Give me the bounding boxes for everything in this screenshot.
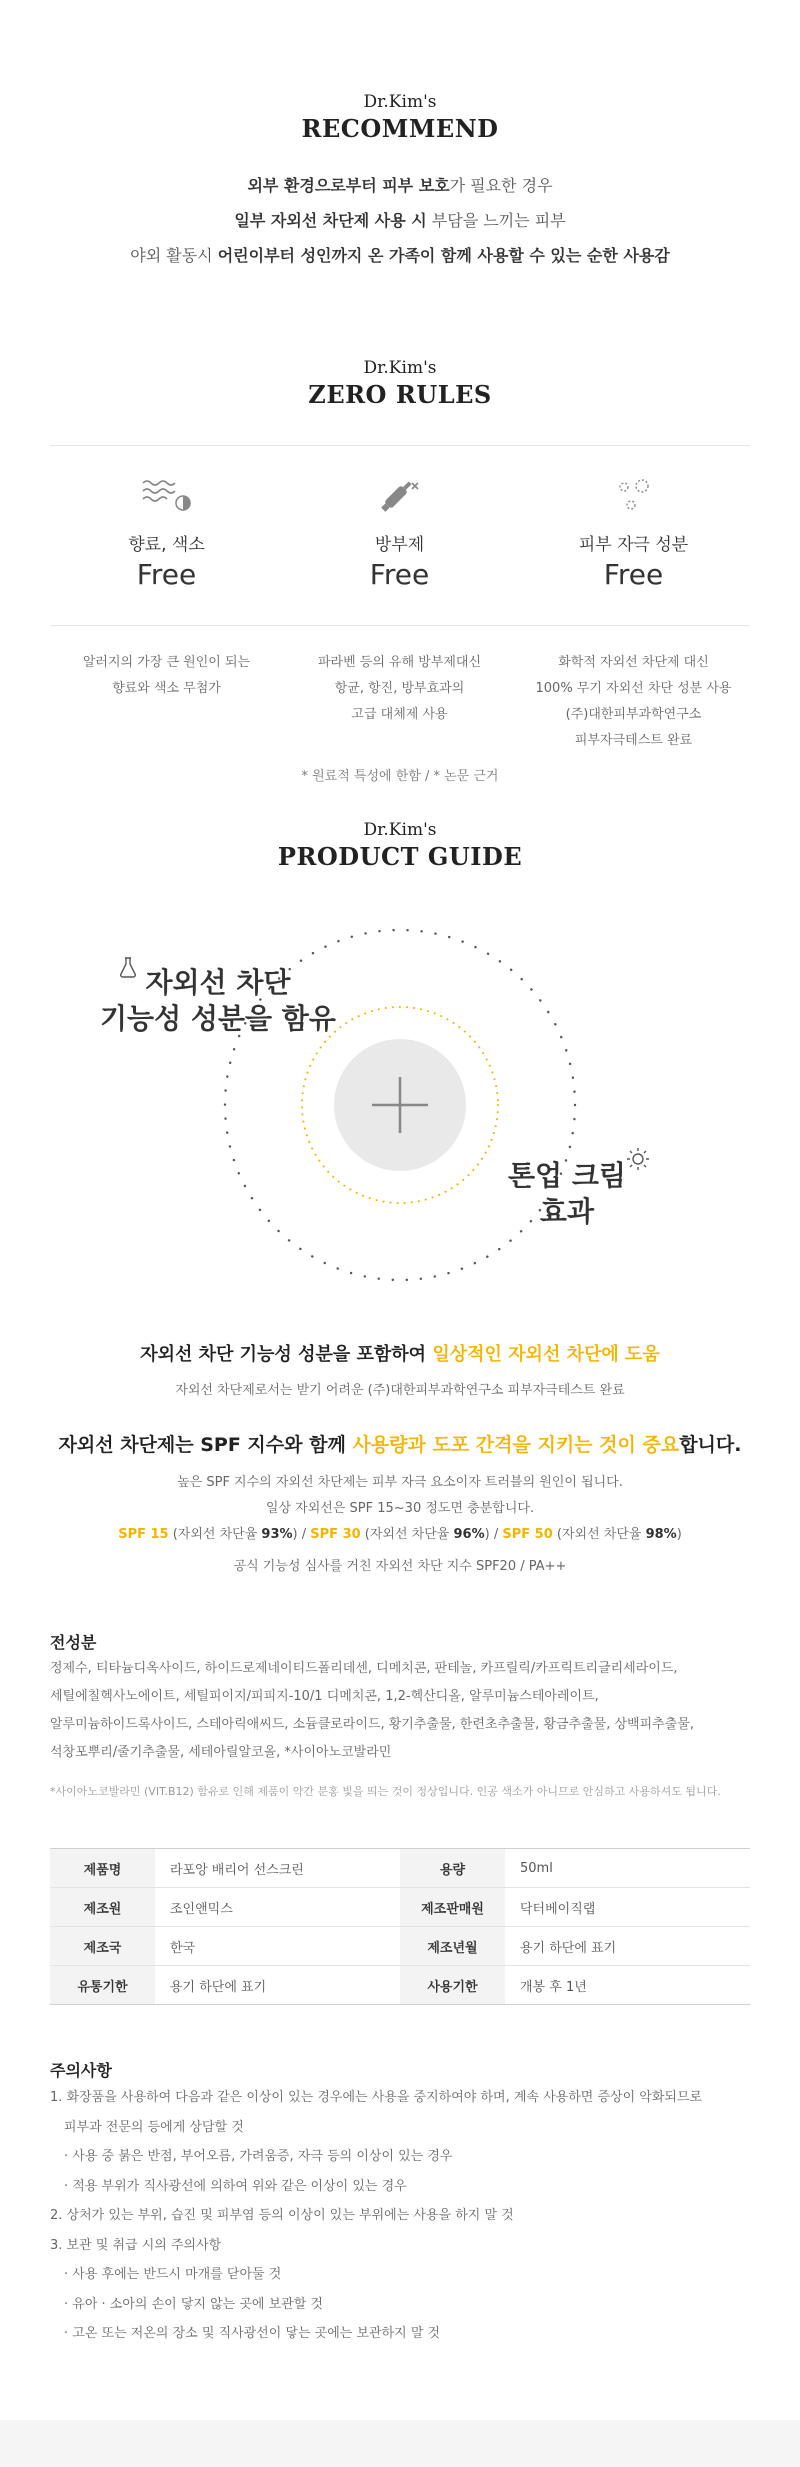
desc-line: 화학적 자외선 차단제 대신 [558,655,709,670]
desc-line: 파라벤 등의 유해 방부제대신 [317,655,482,670]
product-info-table [50,1848,750,2005]
recommend-brand: Dr.Kim's [363,92,437,112]
ingredients-note: *사이아노코발라민 (VIT.B12) 함유로 인해 제품이 약간 분홍 빛을 띄는 것이 정상입니다. 인공 색소가 아니므로 안심하고 사용하셔도 됩니다. [50,1785,721,1798]
zero-rule-fragrance [50,470,283,591]
desc-line: 향료와 색소 무첨가 [112,681,221,696]
irritant-dots-icon [517,470,750,520]
table-cell: 50ml [505,1849,750,1888]
table-head-cell: 제품명 [50,1849,155,1888]
zero-rules-header [0,358,800,409]
table-row [50,1927,750,1966]
desc-line: 고급 대체제 사용 [351,707,448,722]
zero-rules-note: * 원료적 특성에 한함 / * 논문 근거 [301,769,499,784]
caution-item: 피부과 전문의 등에게 상담할 것 [64,2119,244,2135]
caution-item: 2. 상처가 있는 부위, 습진 및 피부염 등의 이상이 있는 부위에는 사용을 하지 말 것 [50,2208,514,2223]
table-head-cell: 제조국 [50,1927,155,1966]
recommend-header [0,92,800,143]
caution-item: · 사용 후에는 반드시 마개를 닫아둘 것 [64,2267,282,2282]
table-cell: 용기 하단에 표기 [505,1927,750,1966]
zero-rules-brand: Dr.Kim's [363,358,437,378]
zero-rule-free: Free [603,558,664,591]
divider [50,625,750,626]
table-cell: 개봉 후 1년 [505,1966,750,2005]
desc-line: 항균, 항진, 방부효과의 [334,681,465,696]
zero-rule-free: Free [369,558,430,591]
zero-rule-preservative [283,470,516,591]
table-cell: 조인앤믹스 [155,1888,400,1927]
recommend-title: RECOMMEND [301,114,499,143]
table-cell: 라포앙 배리어 선스크린 [155,1849,400,1888]
caution-item: · 사용 중 붉은 반점, 부어오름, 가려움증, 자극 등의 이상이 있는 경우 [64,2149,453,2164]
footer-band [0,2420,800,2467]
table-head-cell: 제조년월 [400,1927,505,1966]
guide-left-line: 기능성 성분을 함유 [100,1002,336,1035]
spf-rates: SPF 15 (자외선 차단율 93%) / SPF 30 (자외선 차단율 96%) / SPF 50 (자외선 차단율 98%) [118,1527,682,1542]
zero-rule-irritant [517,470,750,591]
table-head-cell: 제조판매원 [400,1888,505,1927]
table-row [50,1849,750,1888]
guide-left-line: 자외선 차단 [145,966,291,999]
wave-color-icon [50,470,283,520]
desc-line: 알러지의 가장 큰 원인이 되는 [82,655,251,670]
ingredients-list [50,1655,750,1767]
zero-rule-label: 방부제 [374,535,425,555]
recommend-lines [0,168,800,273]
zero-rule-desc-fragrance [50,650,283,702]
guide-left-text [100,965,336,1037]
zero-rules-title: ZERO RULES [308,380,492,409]
guide-subline-4: 공식 기능성 심사를 거친 자외선 차단 지수 SPF20 / PA++ [233,1559,567,1574]
table-head-cell: 용량 [400,1849,505,1888]
cautions-list [50,2083,760,2349]
ingredients-line: 알루미늄하이드록사이드, 스테아릭애씨드, 소듐클로라이드, 황기추출물, 한련초추출물, 황금추출물, 상백피추출물, [50,1717,694,1732]
caution-item: 1. 화장품을 사용하여 다음과 같은 이상이 있는 경우에는 사용을 중지하여야 하며, 계속 사용하면 증상이 악화되므로 [50,2090,703,2105]
product-guide-brand: Dr.Kim's [363,820,437,840]
caution-item: 3. 보관 및 취급 시의 주의사항 [50,2237,222,2253]
caution-item: · 적용 부위가 직사광선에 의하여 위와 같은 이상이 있는 경우 [64,2178,407,2194]
guide-right-line: 효과 [539,1195,595,1228]
zero-rule-desc-preservative [283,650,516,728]
zero-rule-label: 피부 자극 성분 [578,535,689,555]
caution-item: · 고온 또는 저온의 장소 및 직사광선이 닿는 곳에는 보관하지 말 것 [64,2326,441,2341]
recommend-line-1: 외부 환경으로부터 피부 보호가 필요한 경우 [247,176,553,195]
cautions-title: 주의사항 [50,2061,112,2080]
flask-icon [118,951,138,987]
table-row [50,1888,750,1927]
guide-right-text [508,1158,626,1230]
divider [50,445,750,446]
table-row [50,1966,750,2005]
table-head-cell: 제조원 [50,1888,155,1927]
ingredients-line: 석창포뿌리/줄기추출물, 세테아릴알코올, *사이아노코발라민 [50,1745,392,1760]
recommend-line-2: 일부 자외선 차단제 사용 시 부담을 느끼는 피부 [234,211,566,230]
guide-right-line: 톤업 크림 [508,1159,626,1192]
table-cell: 용기 하단에 표기 [155,1966,400,2005]
desc-line: (주)대한피부과학연구소 [565,707,702,722]
guide-subline-1: 자외선 차단제로서는 받기 어려운 (주)대한피부과학연구소 피부자극테스트 완료 [175,1383,625,1398]
product-guide-title: PRODUCT GUIDE [277,842,523,871]
caution-item: · 유아 · 소아의 손이 닿지 않는 곳에 보관할 것 [64,2296,323,2312]
desc-line: 100% 무기 자외선 차단 성분 사용 [535,681,732,696]
sun-icon [626,1144,650,1180]
guide-headline-2: 자외선 차단제는 SPF 지수와 함께 사용량과 도포 간격을 지키는 것이 중요합니다. [58,1434,742,1456]
guide-subline-2: 높은 SPF 지수의 자외선 차단제는 피부 자극 요소이자 트러블의 원인이 됩니다. [177,1475,623,1490]
zero-rule-desc-irritant [517,650,750,754]
table-head-cell: 사용기한 [400,1966,505,2005]
syringe-x-icon [283,470,516,520]
zero-rule-free: Free [136,558,197,591]
desc-line: 피부자극테스트 완료 [574,733,693,748]
recommend-line-3: 야외 활동시 어린이부터 성인까지 온 가족이 함께 사용할 수 있는 순한 사용감 [130,246,670,265]
guide-subline-3: 일상 자외선은 SPF 15~30 정도면 충분합니다. [265,1501,535,1516]
ingredients-line: 세틸에칠헥사노에이트, 세틸피이지/피피지-10/1 디메치콘, 1,2-헥산디올, 알루미늄스테아레이트, [50,1689,599,1704]
ingredients-line: 정제수, 티타늄디옥사이드, 하이드로제네이티드폴리데센, 디메치콘, 판테놀, 카프릴릭/카프릭트리글리세라이드, [50,1661,678,1676]
table-head-cell: 유통기한 [50,1966,155,2005]
product-guide-header [0,820,800,871]
ingredients-title: 전성분 [50,1633,97,1652]
table-cell: 닥터베이직랩 [505,1888,750,1927]
zero-rule-label: 향료, 색소 [128,535,205,555]
guide-headline-1: 자외선 차단 기능성 성분을 포함하여 일상적인 자외선 차단에 도움 [140,1344,660,1365]
table-cell: 한국 [155,1927,400,1966]
